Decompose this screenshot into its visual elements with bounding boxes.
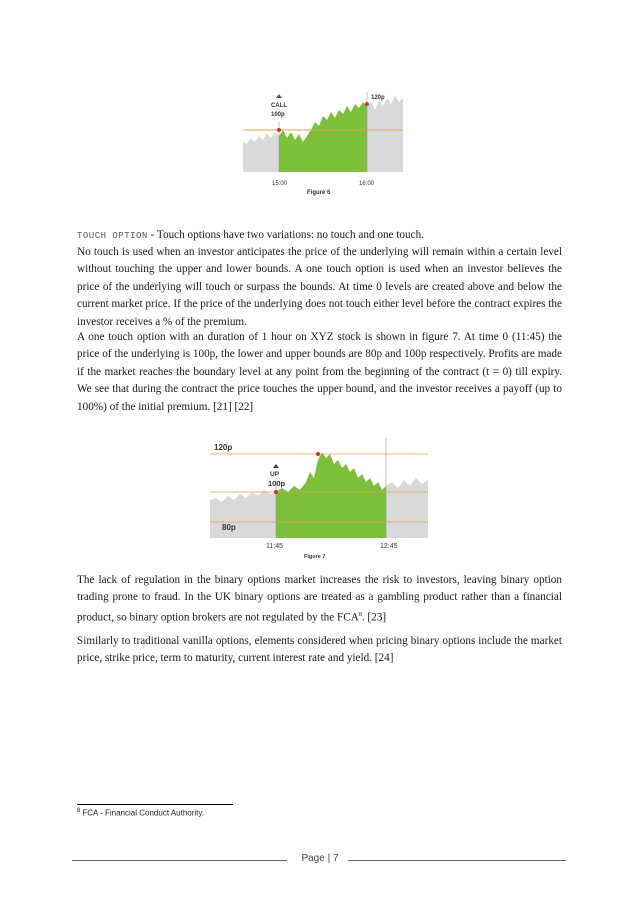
- paragraph-pricing-elements: Similarly to traditional vanilla options, elements considered when pricing binary options include the market price, strike price, term to maturity, current interest rate and yield. [24]: [77, 635, 562, 665]
- figure-6-time-end: 16:00: [359, 181, 375, 187]
- section-heading-rest: - Touch options have two variations: no touch and one touch.: [147, 229, 424, 241]
- figure-6-caption: Figure 6: [307, 190, 331, 196]
- footnote-mark: 8: [77, 808, 81, 814]
- footnote-separator: [77, 804, 233, 805]
- figure-7-touch-dot: [316, 452, 320, 456]
- figure-7: [210, 438, 430, 562]
- figure-6-start-dot: [277, 128, 281, 132]
- figure-7-time-end: 12:45: [380, 543, 398, 550]
- figure-7-time-start: 11:45: [266, 543, 283, 550]
- figure-7-pre-area: [210, 490, 276, 538]
- figure-7-green-area: [276, 452, 386, 538]
- paragraph-regulation-citation: . [23]: [361, 611, 387, 624]
- figure-7-chart: [210, 438, 430, 562]
- footnote: [77, 808, 204, 818]
- paragraph-regulation: [77, 572, 562, 627]
- footnote-text: FCA - Financial Conduct Authority.: [82, 808, 205, 818]
- figure-7-up-label: UP: [270, 471, 280, 478]
- figure-6-target-label: 120p: [371, 95, 385, 101]
- figure-6-green-area: [279, 102, 367, 172]
- figure-6-chart: [243, 92, 408, 200]
- footer-rule-right: [348, 860, 566, 861]
- paragraph-regulation-text: The lack of regulation in the binary options market increases the risk to investors, leaving binary option trading prone to fraud. In the UK binary options are treated as a gambling product rather than a financial product, so binary option brokers are not regulated by the FCA: [77, 574, 562, 624]
- figure-7-caption: Figure 7: [304, 554, 326, 560]
- figure-6-end-dot: [365, 102, 369, 106]
- footnote-reference[interactable]: 8: [358, 611, 362, 618]
- figure-6-strike-label: 100p: [271, 112, 285, 118]
- figure-7-start-dot: [274, 490, 278, 494]
- page-number: Page | 7: [301, 853, 339, 864]
- touch-option-heading: [77, 229, 424, 241]
- figure-7-lower-label: 80p: [222, 523, 236, 532]
- figure-7-strike-label: 100p: [268, 479, 286, 488]
- figure-7-up-arrow: [273, 464, 279, 468]
- section-heading-title: TOUCH OPTION: [77, 231, 148, 241]
- footer-rule-left: [72, 860, 287, 861]
- figure-6: [243, 92, 408, 200]
- figure-6-time-start: 15:00: [272, 181, 288, 187]
- paragraph-no-touch: No touch is used when an investor anticipates the price of the underlying will remain within a certain level without touching the upper and lower bounds. A one touch option is used when an investor believes the price of the underlying will touch or surpass the bounds. At time 0 levels are created above and below the current market price. If the price of the underlying does not touch either level before the contract expires the investor receives a % of the premium.: [77, 246, 562, 328]
- figure-7-post-area: [386, 478, 428, 538]
- figure-6-pre-area: [243, 132, 279, 172]
- figure-6-call-arrow: [276, 94, 282, 98]
- paragraph-one-touch-example: A one touch option with an duration of 1 hour on XYZ stock is shown in figure 7. At time 0 (11:45) the price of the underlying is 100p, the lower and upper bounds are 80p and 100p respectively. Profits are made if the market reaches the boundary level at any point from the beginning of the contract (t = 0) till expiry. We see that during the contract the price touches the upper bound, and the investor receives a payoff (up to 100%) of the initial premium. [21] [22]: [77, 331, 562, 413]
- figure-7-upper-label: 120p: [214, 443, 233, 452]
- figure-6-call-label: CALL: [271, 103, 287, 109]
- figure-6-post-area: [367, 96, 403, 172]
